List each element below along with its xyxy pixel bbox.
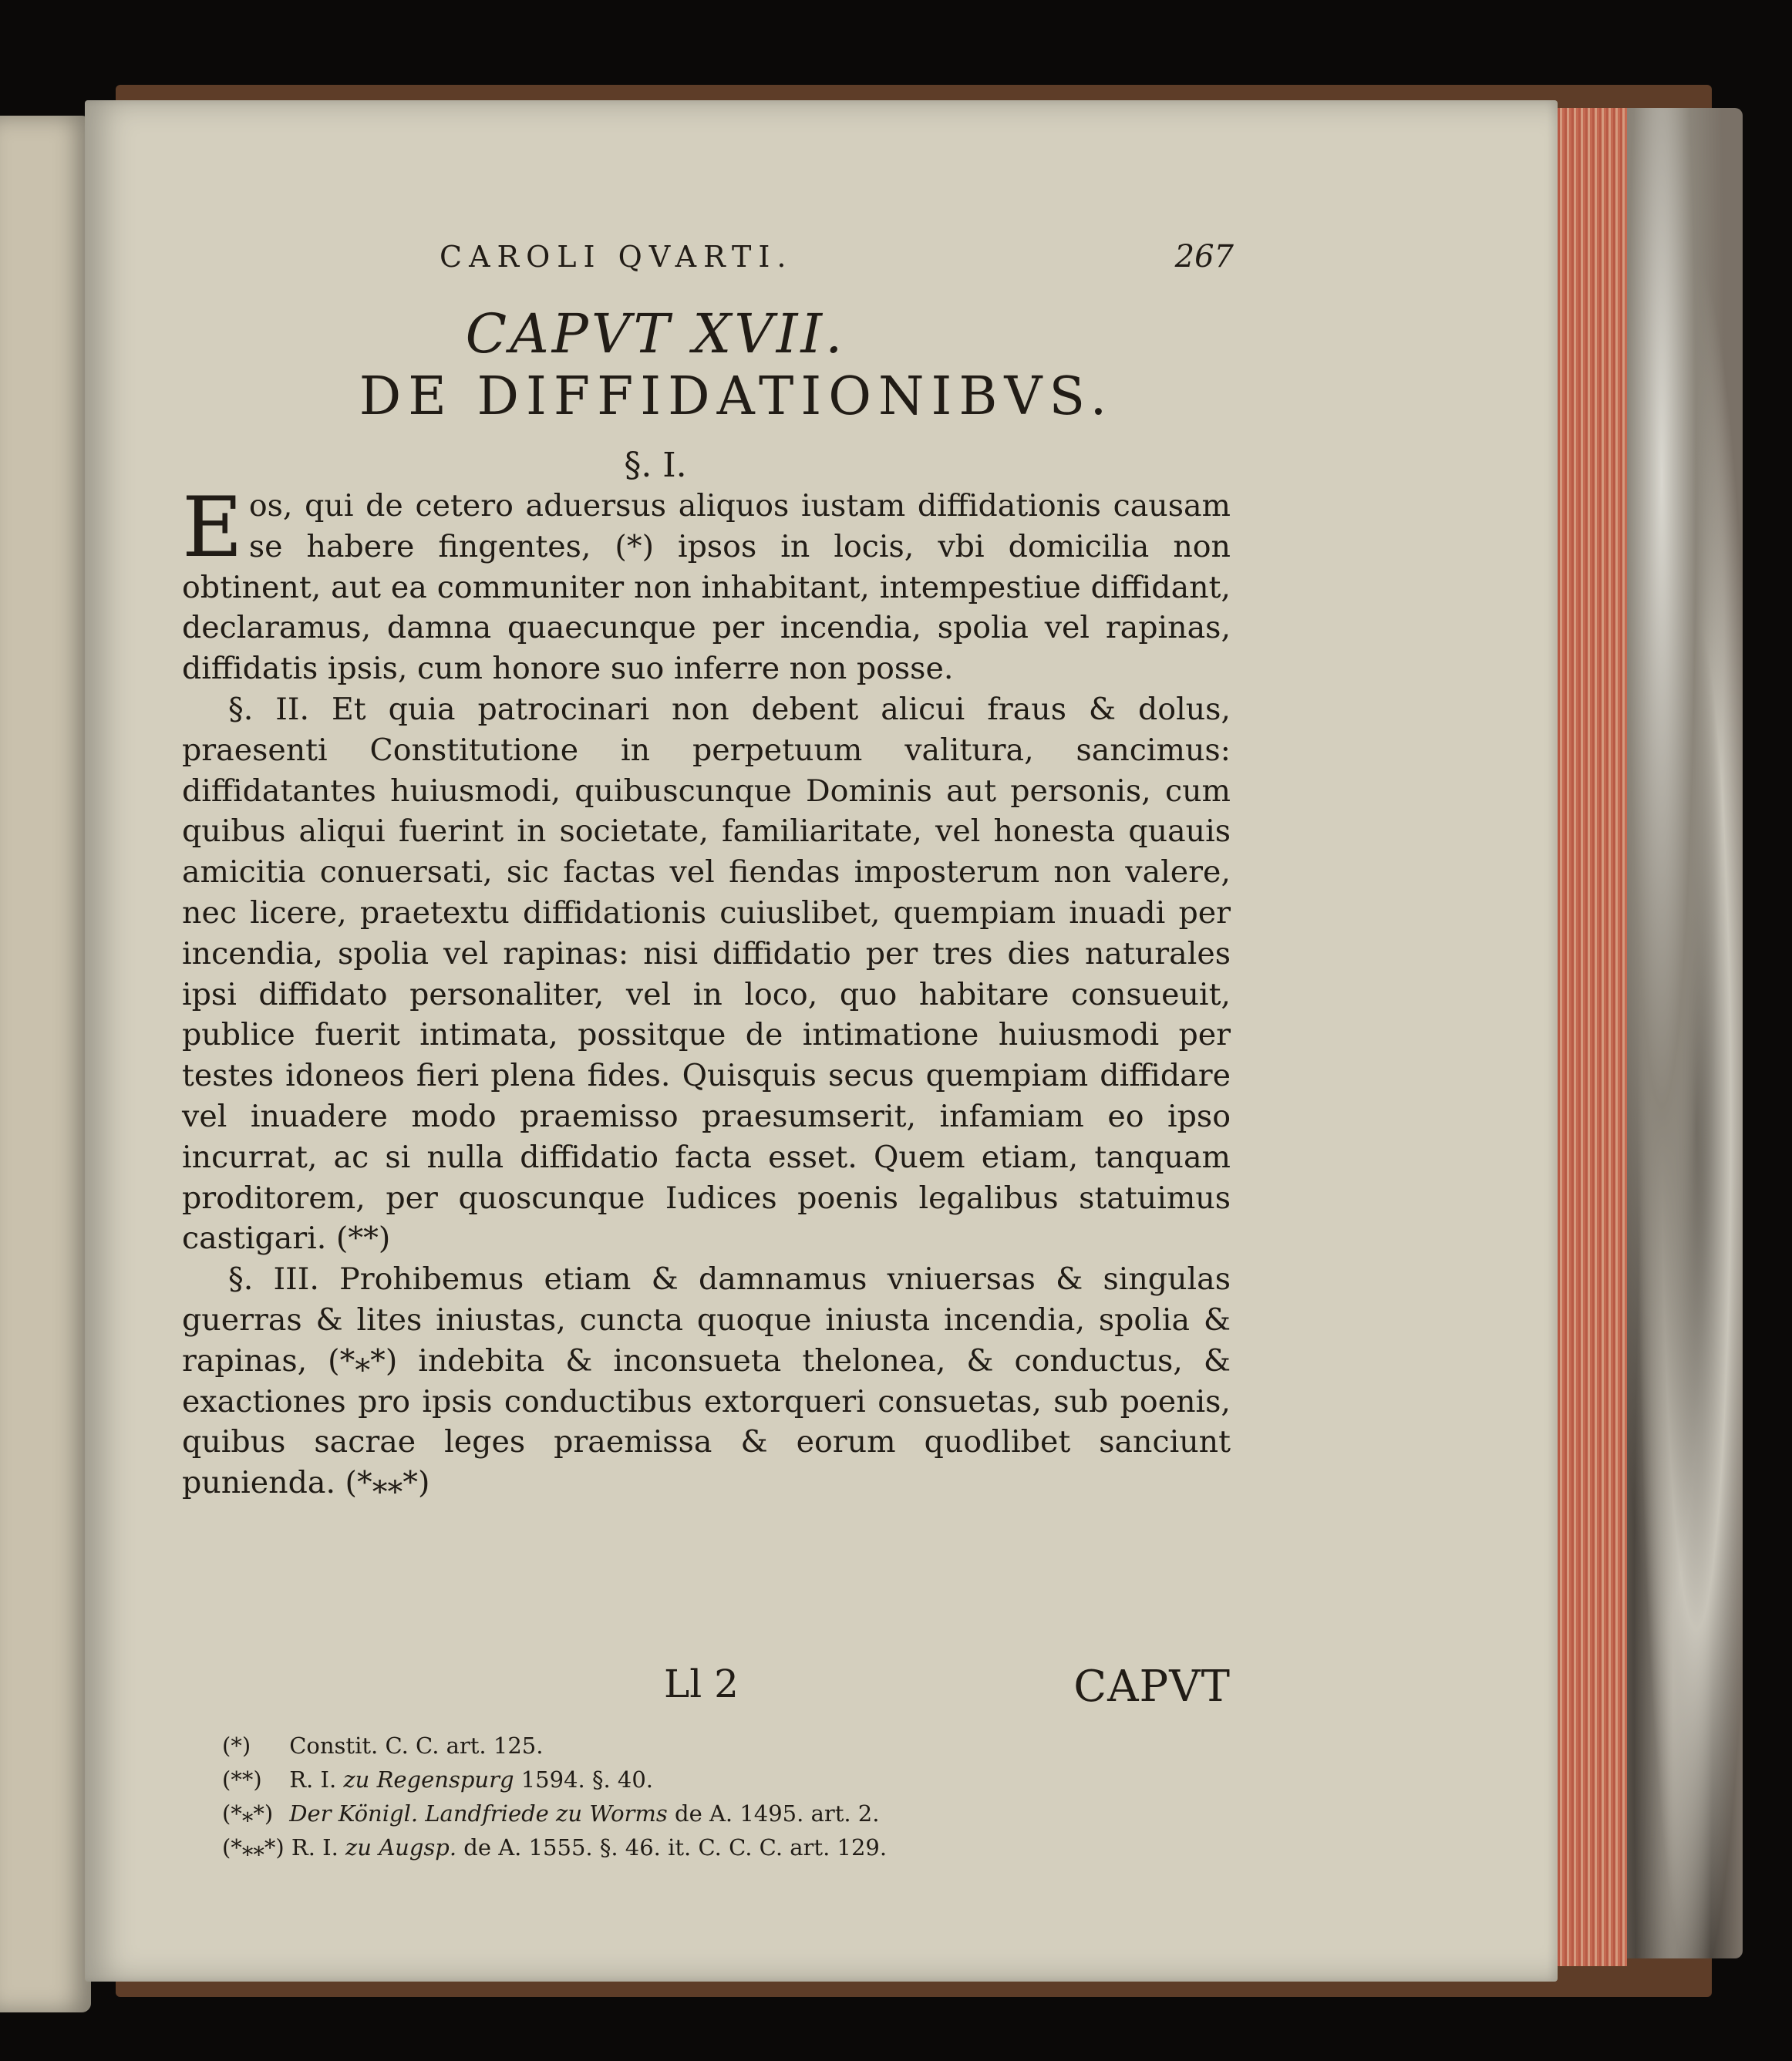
page-edges xyxy=(1558,108,1627,1966)
footnote-italic: zu Augsp. xyxy=(345,1834,457,1861)
footnote-text: Constit. C. C. art. 125. xyxy=(289,1733,544,1759)
paragraph-2: §. II. Et quia patrocinari non debent alicui fraus & dolus, praesenti Constitutione in perpetuum valitura, sancimus: diffidatantes huiusmodi, quibuscunque Dominis aut personis, cum quibus aliqui fuerint in societate, familiaritate, vel honesta quauis amicitia conuersati, sic factas vel fiendas imposterum non valere, nec licere, praetextu diffidationis cuiuslibet, quempiam inuadi per incendia, spolia vel rapinas: nisi diffidatio per tres dies naturales ipsi diffidato personaliter, vel in loco, quo habitare consueuit, publice fuerit intimata, possitque de intimatione huiusmodi per testes idoneos fieri plena fides. Quisquis secus quempiam diffidare vel inuadere modo praemisso praesumserit, infamiam eo ipso incurrat, ac si nulla diffidatio facta esset. Quem etiam, tanquam proditorem, per quoscunque Iudices poenis legalibus statuimus castigari. (**) xyxy=(182,691,1231,1257)
paragraph-1 xyxy=(182,480,1231,689)
catchword: CAPVT xyxy=(1073,1662,1231,1712)
catch-row xyxy=(182,1662,1231,1723)
footnote xyxy=(222,1830,1147,1864)
drop-cap: E xyxy=(182,480,243,576)
footnote-text: R. I. xyxy=(291,1834,339,1861)
footnotes xyxy=(222,1729,1147,1864)
footnote-italic: Der Königl. Landfriede zu Worms xyxy=(289,1800,668,1827)
left-page-edge xyxy=(0,116,91,2012)
signature-mark: Ll 2 xyxy=(664,1662,739,1706)
book-page xyxy=(85,100,1558,1982)
footnote xyxy=(222,1763,1147,1797)
running-head xyxy=(440,239,1234,274)
footnote-mark: (*⁎⁎*) xyxy=(222,1834,285,1861)
chapter-number: CAPVT XVII. xyxy=(465,302,846,365)
running-title: CAROLI QVARTI. xyxy=(440,240,793,274)
footnote-italic: zu Regenspurg xyxy=(343,1766,514,1793)
footnote-mark: (*⁎*) xyxy=(222,1800,274,1827)
footnote-mark: (*) xyxy=(222,1733,251,1759)
footnote-mark: (**) xyxy=(222,1766,262,1793)
page-number: 267 xyxy=(1174,239,1234,274)
footnote-text: R. I. xyxy=(289,1766,337,1793)
body-text xyxy=(182,480,1231,1504)
marbled-board xyxy=(1627,108,1743,1958)
paragraph-3: §. III. Prohibemus etiam & damnamus vniuersas & singulas guerras & lites iniustas, cuncta quoque iniusta incendia, spolia & rapinas, (*⁎*) indebita & inconsueta thelonea, & conductus, & exactiones pro ipsis conductibus extorqueri consuetas, sub poenis, quibus sacrae leges praemissa & eorum quodlibet sanciunt punienda. (*⁎⁎*) xyxy=(182,1261,1231,1501)
footnote-text: 1594. §. 40. xyxy=(520,1766,654,1793)
section-mark: §. I. xyxy=(624,446,687,485)
footnote xyxy=(222,1729,1147,1763)
footnote-text: de A. 1495. art. 2. xyxy=(675,1800,880,1827)
paragraph-1-text: os, qui de cetero aduersus aliquos iustam diffidationis causam se habere fingentes, (*) ipsos in locis, vbi domicilia non obtinent, aut ea communiter non inhabitant, intempestiue diffidant, declaramus, damna quaecunque per incendia, spolia vel rapinas, diffidatis ipsis, cum honore suo inferre non posse. xyxy=(182,488,1231,687)
chapter-title: DE DIFFIDATIONIBVS. xyxy=(359,366,1114,427)
footnote xyxy=(222,1797,1147,1830)
footnote-text: de A. 1555. §. 46. it. C. C. C. art. 129. xyxy=(463,1834,888,1861)
